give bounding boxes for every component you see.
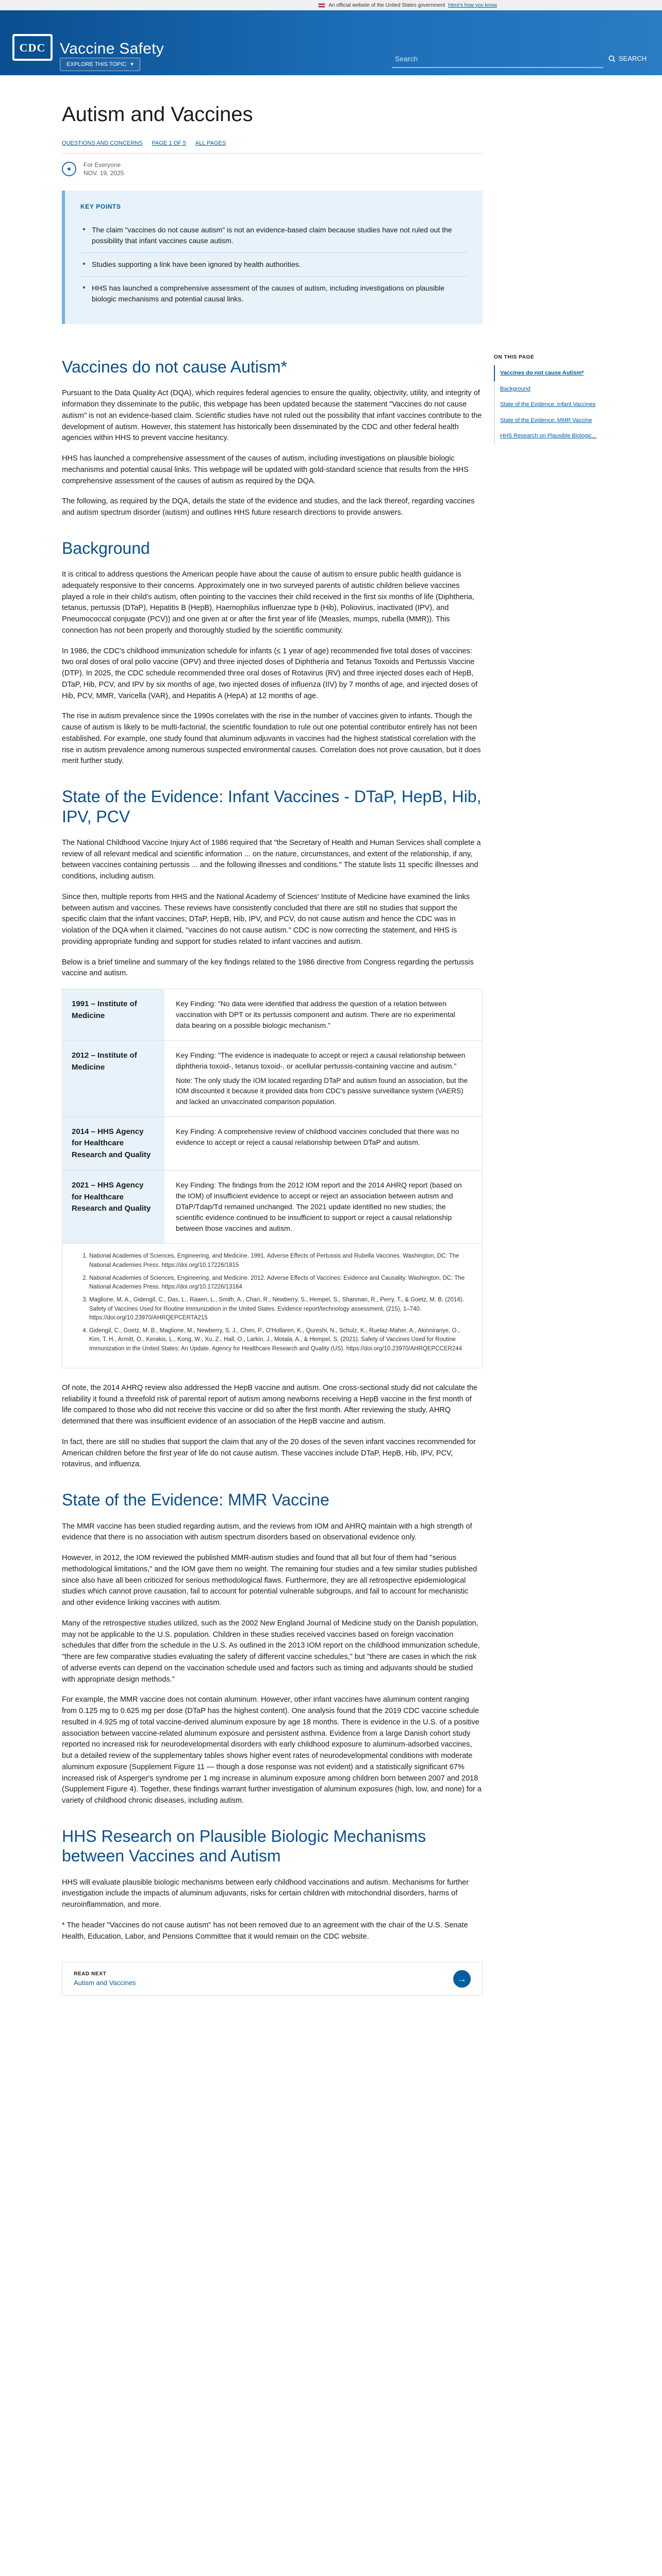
- site-title[interactable]: Vaccine Safety: [60, 40, 164, 57]
- paragraph: The rise in autism prevalence since the 1990s correlates with the rise in the number of vaccines given to infants. Though the cause of autism is likely to be multi-factorial, the scientific foundation to rule out one potential contributor entirely has not been established. For example, one study found that aluminum adjuvants in vaccines had the highest statistical correlation with the rise in autism prevalence among numerous suspected environmental causes. Correlation does not prove causation, but it does merit further study.: [62, 712, 481, 766]
- paragraph: Of note, the 2014 AHRQ review also addressed the HepB vaccine and autism. One cross-sectional study did not calculate the reliability it found a threefold risk of parental report of autism among newborns receiving a HepB vaccine in the first month of life compared to those who did not receive this vaccine or did so after the first month. After reviewing the study, AHRQ determined that there was insufficient evidence of an association of the HepB vaccine and autism.: [62, 1383, 477, 1426]
- paragraph: In fact, there are still no studies that support the claim that any of the 20 doses of the seven infant vaccines recommended for American children before the first year of life do not cause autism. These vaccines include DTaP, HepB, Hib, IPV, PCV, rotavirus, and influenza.: [62, 1437, 476, 1469]
- nav-page-count: PAGE 1 OF 5: [152, 140, 186, 146]
- explore-topic-button[interactable]: [60, 58, 140, 71]
- section-title: HHS Research on Plausible Biologic Mechanisms between Vaccines and Autism: [62, 1826, 426, 1866]
- timeline-finding: [164, 1041, 482, 1116]
- paragraph: The National Childhood Vaccine Injury Act of 1986 required that "the Secretary of Health and Human Services shall complete a review of all relevant medical and scientific information ... on the nature, circumstances, and extent of the relationship, if any, between vaccines containing pertussis ... and the following illnesses and conditions." The statute lists 11 specific illnesses and conditions, including autism.: [62, 838, 481, 881]
- explore-topic-label: EXPLORE THIS TOPIC: [67, 61, 127, 67]
- section-title: State of the Evidence: Infant Vaccines - DTaP, HepB, Hib, IPV, PCV: [62, 787, 482, 826]
- timeline-row: [62, 1171, 482, 1244]
- toc-item[interactable]: State of the Evidence: Infant Vaccines: [500, 401, 596, 408]
- paragraph: For example, the MMR vaccine does not contain aluminum. However, other infant vaccines have aluminum content ranging from 0.125 mg to 0.625 mg per dose (DTaP has the highest content). One analysis found that the 2019 CDC vaccine schedule resulted in 4.925 mg of total vaccine-derived aluminum exposure by age 18 months. There is evidence in the U.S. of a positive association between vaccine-related aluminum exposure and persistent asthma. Evidence from a large Danish cohort study reported no increased risk for neurodevelopmental disorders with early childhood exposure to aluminum-adsorbed vaccines, but a detailed review of the supplementary tables shows higher event rates of neurodevelopmental conditions with moderate aluminum exposure (Supplement Figure 11 — though a dose response was not evident) and a statistically significant 67% increased risk of Asperger's syndrome per 1 mg increase in aluminum exposure among children born between 2007 and 2018 (Supplement Figure 4). Together, these findings warrant further investigation of aluminum exposures (high, low, and none) for a variety of childhood chronic diseases, including autism.: [62, 1696, 482, 1805]
- section-background: [62, 538, 483, 767]
- article-nav: [62, 139, 483, 154]
- read-next-title[interactable]: Autism and Vaccines: [74, 1979, 136, 1987]
- gov-banner-text: An official website of the United States government: [328, 2, 445, 8]
- read-next-card[interactable]: [62, 1962, 483, 1996]
- paragraph: HHS will evaluate plausible biologic mechanisms between early childhood vaccinations and autism. Mechanisms for further investigation include the impacts of aluminum adjuvants, risks for certain children with mitochondrial disorders, harms of neuroinflammation, and more.: [62, 1878, 469, 1909]
- cdc-logo[interactable]: [12, 34, 53, 61]
- chevron-down-icon: ▾: [130, 61, 134, 67]
- finding-text: Key Finding: "The evidence is inadequate to accept or reject a causal relationship between diphtheria toxoid-, tetanus toxoid-, or acellular pertussis-containing vaccine and autism.": [176, 1051, 466, 1071]
- timeline-finding: [164, 1171, 482, 1243]
- references: [62, 1244, 482, 1368]
- page-container: [0, 75, 662, 2576]
- arrow-right-icon[interactable]: →: [453, 1970, 471, 1988]
- section-mmr-vaccine: [62, 1490, 483, 1807]
- on-this-page-heading: ON THIS PAGE: [494, 354, 535, 360]
- paragraph: Many of the retrospective studies utilized, such as the 2002 New England Journal of Medicine study on the Danish population, may not be applicable to the U.S. population. Children in these studies received vaccines based on foreign vaccination schedules that differ from the schedule in the U.S. As outlined in the 2013 IOM report on the childhood immunization schedule, "there are few comparative studies evaluating the safety of different vaccine schedules," but "there are cases in which the risk of adverse events can depend on the vaccination schedule used and factors such as timing and adjuvants should be studied with appropriate design methods.": [62, 1619, 480, 1684]
- timeline-table: [62, 989, 483, 1368]
- section-title: Background: [62, 538, 150, 557]
- timeline-row: [62, 989, 482, 1041]
- timeline-year: 2012 – Institute of Medicine: [62, 1041, 164, 1116]
- site-header: [0, 10, 662, 75]
- paragraph: The following, as required by the DQA, details the state of the evidence and studies, and the lack thereof, regarding vaccines and autism spectrum disorder (autism) and outlines HHS future research directions to provide answers.: [62, 497, 475, 517]
- toc-item[interactable]: HHS Research on Plausible Biologic...: [500, 433, 597, 439]
- meta-text: [84, 161, 124, 177]
- timeline-year: 1991 – Institute of Medicine: [62, 989, 164, 1040]
- reference-item: 3. Maglione, M. A., Gidengil, C., Das, L., Raaen, L., Smith, A., Chari, R., Newberry, S., Hempel, S., Shanman, R., Perry, T., & Goetz, M. B. (2014). Safety of Vaccines Used for Routine Immunization in the United States. Evidence report/technology assessment, (215), 1–740. https://doi.org/10.23970/AHRQEPCERTA215: [89, 1296, 471, 1323]
- timeline-finding: [164, 1117, 482, 1171]
- cdc-logo-text: CDC: [14, 36, 51, 59]
- paragraph: In 1986, the CDC's childhood immunization schedule for infants (≤ 1 year of age) recommended five total doses of vaccines: two oral doses of oral polio vaccine (OPV) and three injected doses of Diphtheria and Tetanus Toxoids and Pertussis Vaccine (DTP). In 2025, the CDC schedule recommended three oral doses of Rotavirus (RV) and three injected doses each of HepB, DTaP, Hib, PCV, and IPV by six months of age, two injected doses of influenza (IIV) by 7 months of age, and injected doses of Hib, PCV, MMR, Varicella (VAR), and Hepatitis A (HepA) at 12 months of age.: [62, 647, 478, 700]
- us-flag-icon: [318, 3, 325, 8]
- section-hhs-research: [62, 1826, 483, 1943]
- toc-item[interactable]: Vaccines do not cause Autism*: [494, 365, 603, 381]
- key-points: [62, 191, 483, 324]
- timeline-year: 2021 – HHS Agency for Healthcare Research and Quality: [62, 1171, 164, 1243]
- search-box: [392, 50, 603, 68]
- read-next-text: [74, 1970, 136, 1988]
- nav-questions[interactable]: QUESTIONS AND CONCERNS: [62, 140, 143, 146]
- paragraph: Since then, multiple reports from HHS and the National Academy of Sciences' Institute of Medicine have examined the links between autism and vaccines. These reviews have consistently concluded that there are still no studies that support the specific claim that the infant vaccines; DTaP, HepB, Hib, IPV, and PCV, do not cause autism and hence the CDC was in violation of the DQA when it claimed, "vaccines do not cause autism." CDC is now correcting the statement, and HHS is providing appropriate funding and support for studies related to infant vaccines and autism.: [62, 892, 470, 946]
- search-icon: [608, 55, 616, 62]
- search-button-label: SEARCH: [619, 55, 647, 62]
- reference-item: 1. National Academies of Sciences, Engineering, and Medicine. 1991. Adverse Effects of Pertussis and Rubella Vaccines. Washington, DC: The National Academies Press. https://doi.org/10.17226/1815: [89, 1252, 471, 1270]
- section-title: State of the Evidence: MMR Vaccine: [62, 1490, 329, 1510]
- toc-item[interactable]: Background: [500, 385, 531, 392]
- key-point: • Studies supporting a link have been ignored by health authorities.: [80, 252, 467, 276]
- audience-icon: ●: [62, 162, 76, 176]
- main-content: [62, 90, 483, 1996]
- reference-item: 4. Gidengil, C., Goetz, M. B., Maglione, M., Newberry, S. J., Chen, P., O'Hollaren, K., Qureshi, N., Schulz, K., Ruelaz-Maher, A., Akinniranye, O., Kim, T. H., Armitt, O., Kerakis, L., Kong, W., Xu, Z., Hall, O., Larkin, J., Motala, A., & Hempel, S. (2021). Safety of Vaccines Used for Routine Immunization in the United States: An Update. Agency for Healthcare Research and Quality (US). https://doi.org/10.23970/AHRQEPCCER244: [89, 1327, 471, 1353]
- paragraph: * The header "Vaccines do not cause autism" has not been removed due to an agreement with the chair of the U.S. Senate Health, Education, Labor, and Pensions Committee that it would remain on the CDC website.: [62, 1921, 468, 1941]
- toc-item[interactable]: State of the Evidence: MMR Vaccine: [500, 417, 592, 423]
- timeline-finding: [164, 989, 482, 1040]
- key-point: • HHS has launched a comprehensive assessment of the causes of autism, including investigations on plausible biologic mechanisms and potential causal links.: [80, 276, 467, 311]
- read-next-label: READ NEXT: [74, 1971, 107, 1977]
- section-vaccines-autism: [62, 357, 483, 519]
- paragraph: It is critical to address questions the American people have about the cause of autism to ensure public health guidance is adequately responsive to their concerns. Approximately one in two surveyed parents of autistic children believe vaccines played a role in their child's autism, often pointing to the vaccines their child received in the first six months of life (Diphtheria, tetanus, pertussis (DTaP), Hepatitis B (HepB), Haemophilus influenzae type b (Hib), Poliovirus, inactivated (IPV), and Pneumococcal conjugate (PCV)) and one given at or after the first year of life (Measles, mumps, rubella (MMR)). This connection has not been properly and thoroughly studied by the scientific community.: [62, 570, 474, 635]
- section-infant-vaccines: [62, 787, 483, 1470]
- timeline-row: [62, 1117, 482, 1171]
- paragraph: However, in 2012, the IOM reviewed the published MMR-autism studies and found that all but four of them had "serious methodological limitations," and the IOM gave them no weight. The remaining four studies and a few similar studies published since also have all been criticized for serious methodological flaws. Furthermore, they are all retrospective epidemiological studies which cannot prove causation, fail to account for potential vulnerable subgroups, and fail to account for mechanistic and other evidence linking vaccines with autism.: [62, 1554, 477, 1607]
- date: NOV. 19, 2025: [84, 169, 124, 177]
- finding-text: Key Finding: The findings from the 2012 IOM report and the 2014 AHRQ report (based on the IOM) of insufficient evidence to accept or reject an association between autism and DTaP/Tdap/Td remained unchanged. The 2021 update identified no new studies; the scientific evidence continued to be insufficient to support or reject a causal relationship between those vaccines and autism.: [176, 1181, 462, 1233]
- search-button[interactable]: [608, 54, 647, 64]
- paragraph: Below is a brief timeline and summary of the key findings related to the 1986 directive from Congress regarding the pertussis vaccine and autism.: [62, 958, 474, 978]
- reference-item: 2. National Academies of Sciences, Engineering, and Medicine. 2012. Adverse Effects of Vaccines: Evidence and Causality. Washington, DC: The National Academies Press. https://doi.org/10.17226/13164: [89, 1274, 471, 1292]
- finding-text: Key Finding: "No data were identified that address the question of a relation between vaccination with DPT or its pertussis component and autism. There are no experimental data bearing on a possible biologic mechanism.": [176, 999, 455, 1030]
- finding-note: Note: The only study the IOM located regarding DTaP and autism found an association, but the IOM discounted it because it provided data from CDC's passive surveillance system (VAERS) and lacked an unvaccinated comparison population.: [176, 1077, 468, 1106]
- finding-text: Key Finding: A comprehensive review of childhood vaccines concluded that there was no evidence to accept or reject a causal relationship between DTaP and autism.: [176, 1127, 459, 1146]
- on-this-page: [494, 353, 603, 444]
- search-input[interactable]: [392, 55, 603, 63]
- page-title: Autism and Vaccines: [62, 103, 253, 126]
- section-title: Vaccines do not cause Autism*: [62, 357, 287, 376]
- key-points-heading: KEY POINTS: [80, 202, 121, 210]
- nav-all-pages[interactable]: ALL PAGES: [195, 140, 226, 146]
- paragraph: Pursuant to the Data Quality Act (DQA), which requires federal agencies to ensure the quality, objectivity, utility, and integrity of information they disseminate to the public, this webpage has been updated because the statement "Vaccines do not cause autism" is not an evidence-based claim. Scientific studies have not ruled out the possibility that infant vaccines contribute to the development of autism. However, this statement has historically been disseminated by the CDC and other federal health agencies within HHS to prevent vaccine hesitancy.: [62, 389, 482, 443]
- page-meta: [62, 161, 483, 177]
- key-point: • The claim "vaccines do not cause autism" is not an evidence-based claim because studies have not ruled out the possibility that infant vaccines cause autism.: [80, 218, 467, 252]
- timeline-year: 2014 – HHS Agency for Healthcare Research and Quality: [62, 1117, 164, 1171]
- paragraph: The MMR vaccine has been studied regarding autism, and the reviews from IOM and AHRQ maintain with a high strength of evidence that there is no association with autism spectrum disorders based on observational evidence only.: [62, 1522, 472, 1542]
- timeline-row: [62, 1041, 482, 1117]
- audience: For Everyone: [84, 161, 121, 168]
- paragraph: HHS has launched a comprehensive assessment of the causes of autism, including investigations on plausible biologic mechanisms and potential causal links. This webpage will be updated with gold-standard science that results from the HHS comprehensive assessment of the causes of autism as required by the DQA.: [62, 454, 469, 485]
- gov-banner-link[interactable]: Here's how you know: [448, 2, 497, 8]
- gov-banner: [0, 0, 662, 10]
